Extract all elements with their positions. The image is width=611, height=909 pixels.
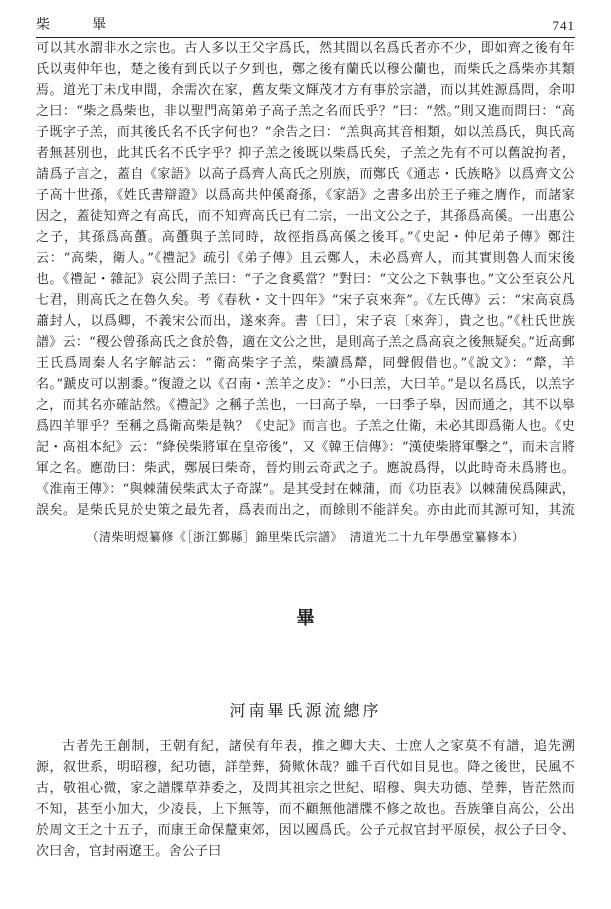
running-head-title: 柴 畢: [36, 17, 120, 33]
page-number: 741: [552, 18, 575, 33]
section-title: 河南畢氏源流總序: [229, 701, 382, 720]
surname-heading: 畢: [296, 608, 315, 629]
source-citation: （清柴明煜纂修《［浙江鄞縣］錦里柴氏宗譜》 清道光二十九年學愚堂纂修本）: [86, 530, 525, 544]
running-head: [36, 10, 575, 38]
body-paragraph-preface: 古者先王創制，王朝有紀，諸侯有年表，推之卿大夫、士庶人之家莫不有譜，追先溯源，叙世系，明昭穆，紀功德，詳塋葬，猗歟休哉？雖千百代如目見也。降之後世，民風不古，敬祖心微，家之譜牒草莽委之，及問其祖宗之世紀、昭穆、與夫功德、塋葬，皆茫然而不知，甚至小加大，少凌長，上下無等，而不顧無他譜牒不修之故也。吾族肇自高公，公出於周文王之十五子，而康王命保釐東郊，因以國爲氏。公子元叔官封平原侯，叔公子曰令、次曰舍，官封兩遼王。舍公子曰: [36, 739, 575, 859]
body-paragraph-surname-origin: 可以其水謂非水之宗也。古人多以王父字爲氏，然其間以名爲氏者亦不少，即如齊之後有年氏以夷仲年也，楚之後有到氏以子夕到也，鄭之後有蘭氏以穆公蘭也，而柴氏之爲柴亦其類焉。道光丁未戊申間，余需次在家，舊友柴文輝茂才方有事於宗譜，而以其姓源爲問，余叩之曰：“柴之爲柴也，非以聖門高第弟子高子羔之名而氏乎？”曰：“然。”則又進而問曰：“高子既字子羔，而其後氏名不氏字何也？”余告之曰：“羔與高其音相類，如以羔爲氏，與氏高者無甚別也，此其氏名不氏字乎？抑子羔之後既以柴爲氏矣，子羔之先有不可以舊說拘者，請爲子言之，蓋自《家語》以高子爲齊人高氏之別族，而鄭氏《通志・氏族略》以爲齊文公子高十世孫，《姓氏書辯證》以爲高共仲傒裔孫，《家語》之書多出於王子雍之膺作，而諸家因之，蓋徒知齊之有高氏，而不知齊高氏已有二宗，一出文公之子，其孫爲高傒。一出惠公之子，其孫爲高蠆。高蠆與子羔同時，故徑指爲高傒之後耳。”《史記・仲尼弟子傳》鄭注云：“高柴，衛人。”《禮記》疏引《弟子傳》且云鄭人，未必爲齊人，而其實則魯人而宋後也。《禮記・雜記》哀公問子羔曰：“子之食奚當？”對曰：“文公之下執事也。”文公至哀公凡七君，則高氏之在魯久矣。考《春秋・文十四年》“宋子哀來奔”。《左氏傳》云：“宋高哀爲蕭封人，以爲卿，不義宋公而出，遂來奔。書〔曰〕，宋子哀〔來奔〕，貴之也。”《杜氏世族譜》云：“稷公曾孫高氏之食於魯，適在文公之世，是則高子羔之爲高哀之後無疑矣。”近高郵王氏爲周秦人名字解詁云：“衛高柴字子羔，柴讀爲犛，同聲假借也。”《說文》：“犛，羊名。”蹏皮可以割黍。”復證之以《召南・羔羊之皮》：“小曰羔，大曰羊。”是以名爲氏，以羔字之，而其名亦確詁然。《禮記》之稱子羔也，一曰高子皋，一曰季子皋，因而通之，其不以皋爲四羊罪乎？至稱之爲衛高柴是執？《史記》而言也。子羔之仕衛，未必其即爲衛人也。《史記・高祖本紀》云：“絳侯柴將軍在皇帝後”，又《韓王信傳》：“漢使柴將軍擊之”，而未言將軍之名。應劭曰：柴武，鄭展曰柴奇，晉灼則云奇武之子。應說爲得，以此時奇未爲將也。《淮南王傳》：“與棘蒲侯柴武太子奇謀”。是其受封在棘蒲，而《功臣表》以棘蒲侯爲陳武，誤矣。是柴氏見於史策之最先者，爲表而出之，而餘則不能詳矣。亦由此而其源可知，其流: [36, 41, 575, 518]
